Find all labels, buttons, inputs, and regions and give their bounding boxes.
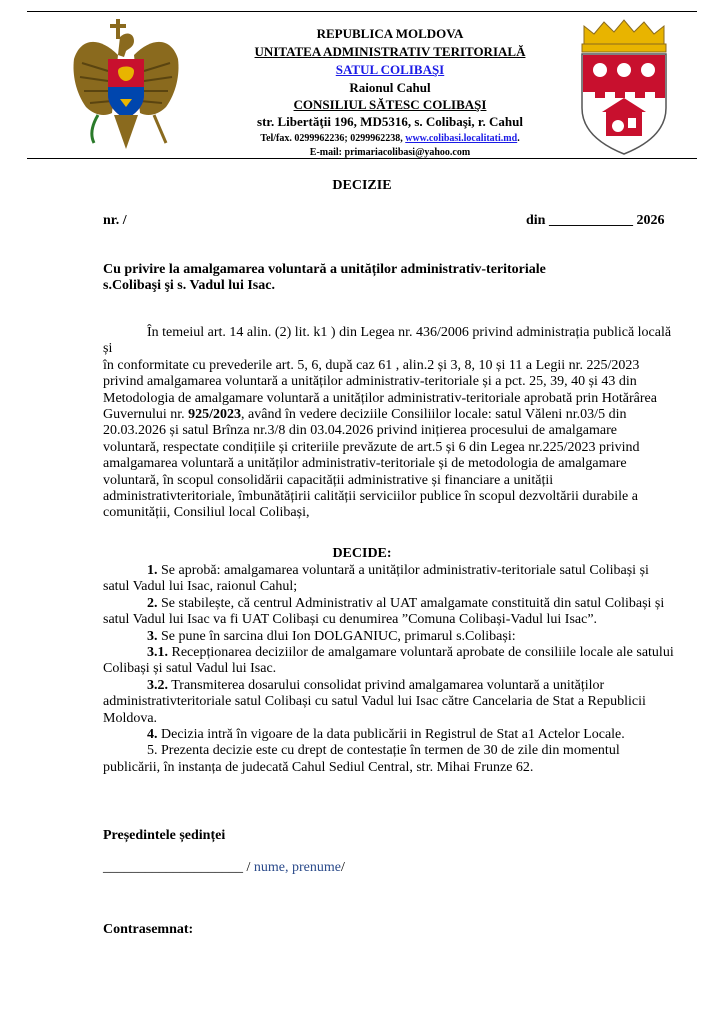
header-top-rule	[27, 11, 697, 12]
preamble-part-1: în conformitate cu prevederile art. 5, 6, după caz 61 , alin.2 și 3, 8, 10 și 11 a Legii nr. 225/2023 privind amalgamarea voluntară a unităților administrativ-teritoriale și a pct. 25, 39, 40 și 43 din Metodologia de amalgamare voluntară a unităților administrativ-teritoriale aprobată prin Hotărârea Guvernului nr.	[103, 357, 657, 423]
signature-name-placeholder: nume, prenume	[253, 860, 341, 875]
decision-item-4: 4. Decizia intră în vigoare de la data publicării in Registrul de Stat a1 Actelor Locale.	[147, 727, 625, 743]
signature-line	[103, 860, 345, 876]
moldova-coat-of-arms-icon	[68, 15, 184, 153]
decision-item-3-1: 3.1. Recepționarea deciziilor de amalgamare voluntară aprobate de consiliile locale ale satului Colibași și satul Vadul lui Isac.	[103, 645, 674, 677]
preamble-government-decision: 925/2023	[188, 407, 242, 423]
date-year: 2026	[636, 213, 665, 228]
subject-line-1: Cu privire la amalgamarea voluntară a unităților administrativ-teritoriale	[103, 262, 546, 277]
date-label: din	[526, 213, 546, 228]
header-admin-unit: UNITATEA ADMINISTRATIV TERITORIALĂ	[254, 44, 526, 59]
header-contact	[235, 132, 545, 145]
decision-item-5: 5. Prezenta decizie este cu drept de contestație în termen de 30 de zile din momentul publicării, în instanța de judecată Cahul Sediul Central, str. Mihai Frunze 62.	[103, 743, 620, 775]
decision-item-3-2: 3.2. Transmiterea dosarului consolidat privind amalgamarea voluntară a unităților administrativteritoriale satul Colibași cu satul Vadul lui Isac către Cancelaria de Stat a Republicii Moldova.	[103, 677, 646, 726]
preamble-part-2: , având în vedere deciziile Consiliilor locale: satul Văleni nr.03/5 din 20.03.2026 și satul Brînza nr.3/8 din 03.04.2026 privind inițierea procesului de amalgamare voluntară, respectate condițiile și criteriile prevăzute de art.5 și 6 din Legea nr.225/2023 privind amalgamarea voluntară a unităților administrativ-teritoriale și de metodologia de amalgamare voluntară, în scopul consolidării capacității administrative și financiare a unității administrativteritoriale, îmbunătățirii calității serviciilor publice în scopul dezvoltării durabile a comunității, Consiliul local Colibași,	[103, 407, 640, 521]
president-label: Președintele ședinței	[103, 828, 226, 843]
signature-end: /	[340, 860, 345, 875]
preamble-text	[103, 358, 675, 522]
preamble	[103, 325, 675, 522]
header-address: str. Libertăţii 196, MD5316, s. Colibaşi, r. Cahul	[257, 114, 523, 129]
header-district: Raionul Cahul	[349, 80, 431, 95]
decision-item-1: 1. Se aprobă: amalgamarea voluntară a unităților administrativ-teritoriale satul Colibași și satul Vadul lui Isac, raionul Cahul;	[103, 563, 649, 595]
header-village[interactable]: SATUL COLIBAŞI	[335, 62, 445, 77]
decision-number: nr. /	[103, 213, 127, 228]
decision-item-2: 2. Se stabilește, că centrul Administrativ al UAT amalgamate constituită din satul Colibași și satul Vadul lui Isac va fi UAT Colibași cu denumirea ”Comuna Colibași-Vadul lui Isac”.	[103, 595, 665, 628]
subject-line-2: s.Colibaşi şi s. Vadul lui Isac.	[103, 278, 275, 294]
header-country: REPUBLICA MOLDOVA	[316, 26, 464, 41]
header-council: CONSILIUL SĂTESC COLIBAŞI	[293, 97, 487, 112]
countersigned-label: Contrasemnat:	[103, 922, 194, 937]
signature-separator: /	[243, 860, 254, 875]
website-link[interactable]: www.colibasi.localitati.md	[405, 133, 518, 144]
date-blank: ____________	[548, 213, 633, 228]
decide-heading: DECIDE:	[332, 546, 392, 561]
decision-date	[526, 213, 664, 229]
header-email: E-mail: primariacolibasi@yahoo.com	[309, 147, 471, 158]
decision-subject	[103, 262, 675, 295]
preamble-legal-basis: În temeiul art. 14 alin. (2) lit. k1 ) din Legea nr. 436/2006 privind administrația publică locală și	[103, 325, 672, 357]
decision-items	[103, 563, 675, 776]
decision-item-3: 3. Se pune în sarcina dlui Ion DOLGANIUC, primarul s.Colibași:	[147, 628, 516, 644]
contact-suffix: .	[517, 133, 520, 144]
document-type: DECIZIE	[332, 178, 392, 193]
signature-blank: ____________________	[103, 860, 243, 875]
phone-fax: Tel/fax. 0299962236; 0299962238,	[260, 133, 406, 144]
colibasi-coat-of-arms-icon	[578, 16, 670, 158]
